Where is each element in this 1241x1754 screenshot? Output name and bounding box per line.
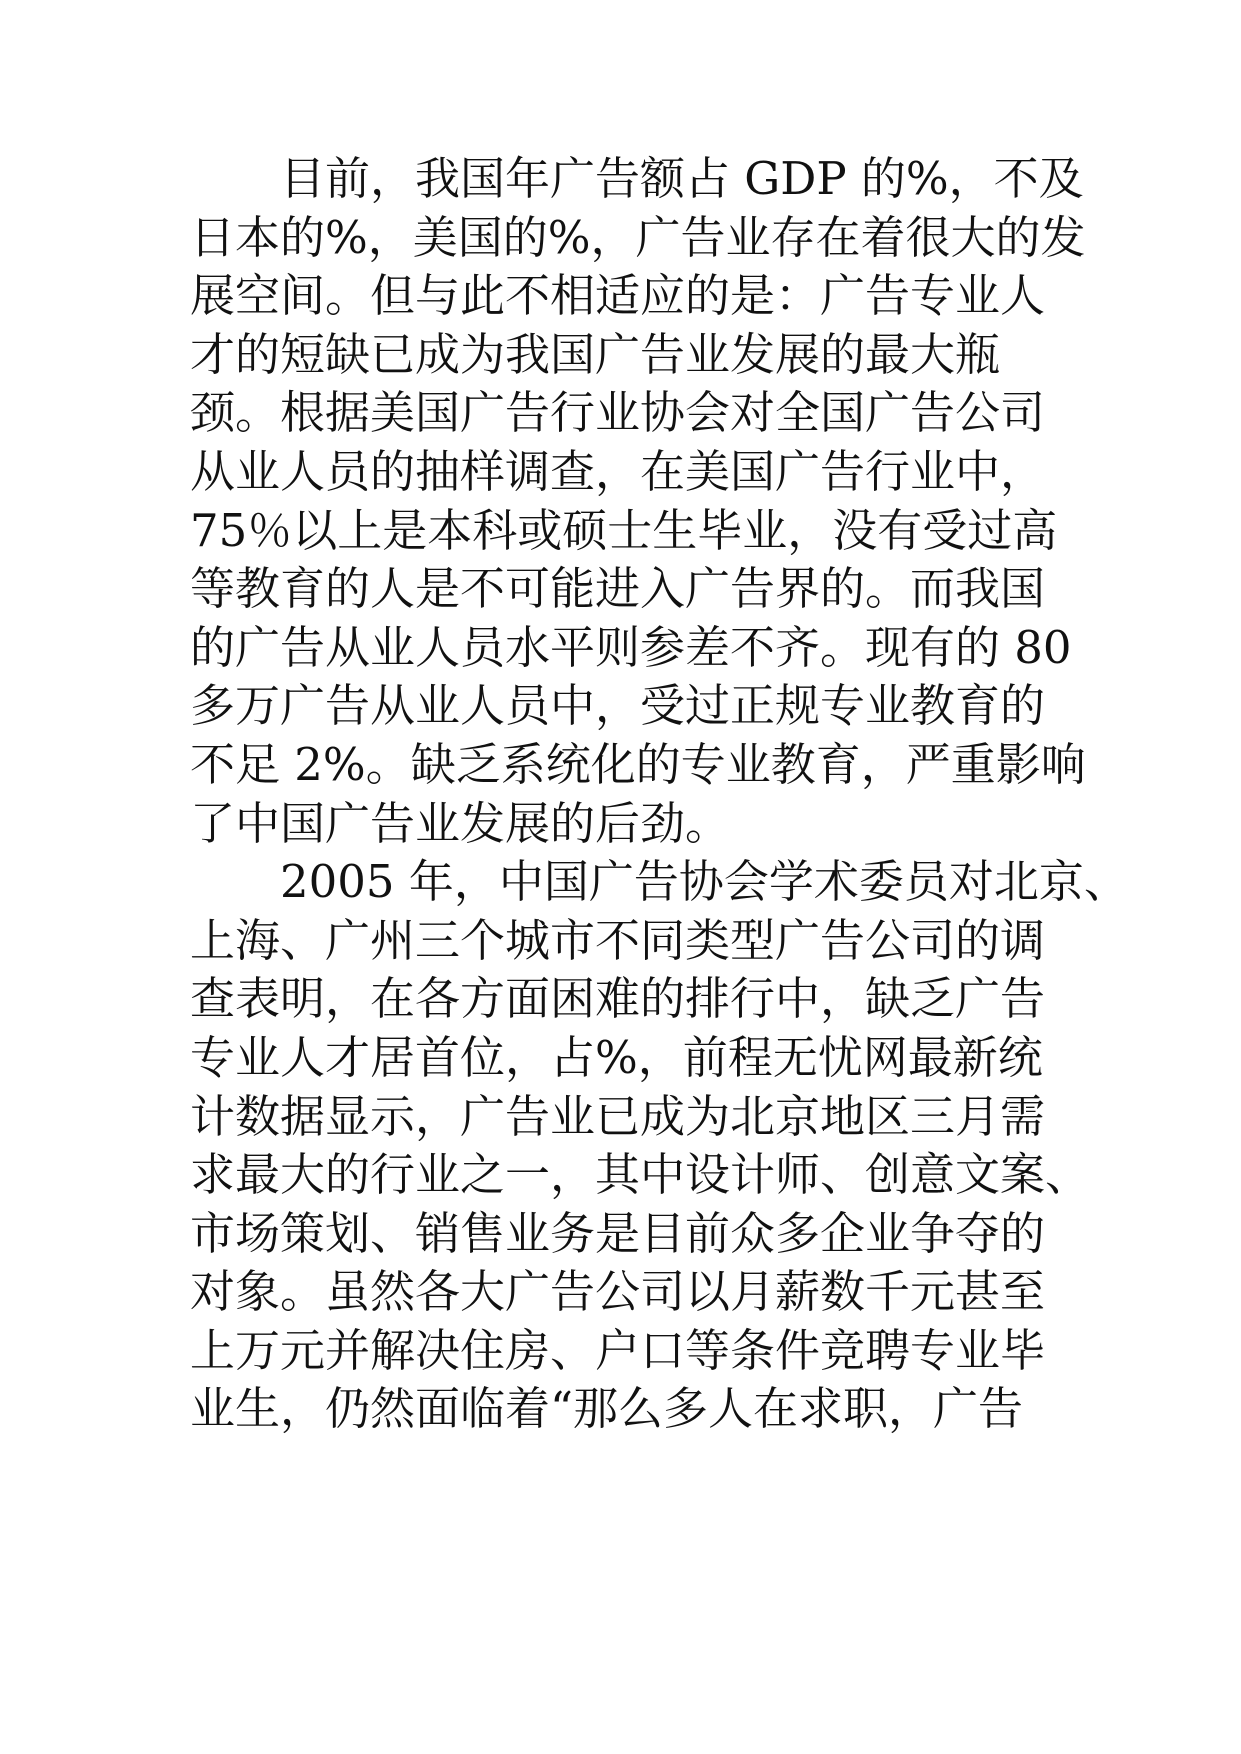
text-line: 才的短缺已成为我国广告业发展的最大瓶 (190, 327, 1001, 381)
text-line: 75％以上是本科或硕士生毕业，没有受过高 (190, 503, 1058, 557)
text-line: 求最大的行业之一，其中设计师、创意文案、 (190, 1148, 1091, 1202)
text-line: 计数据显示，广告业已成为北京地区三月需 (190, 1089, 1046, 1143)
text-line: 目前，我国年广告额占 GDP 的%，不及 (190, 152, 1084, 205)
text-line: 查表明，在各方面困难的排行中，缺乏广告 (190, 972, 1046, 1026)
body-text (190, 150, 1129, 1439)
text-line: 等教育的人是不可能进入广告界的。而我国 (190, 562, 1046, 616)
text-line: 从业人员的抽样调查，在美国广告行业中， (190, 444, 1046, 498)
text-line: 日本的%，美国的%，广告业存在着很大的发 (190, 210, 1086, 264)
text-line: 上万元并解决住房、户口等条件竞聘专业毕 (190, 1323, 1046, 1377)
text-line: 了中国广告业发展的后劲。 (190, 796, 731, 850)
text-line: 业生，仍然面临着“那么多人在求职，广告 (190, 1382, 1024, 1436)
text-line: 不足 2%。缺乏系统化的专业教育，严重影响 (190, 737, 1086, 791)
text-line: 多万广告从业人员中，受过正规专业教育的 (190, 679, 1046, 733)
text-line: 对象。虽然各大广告公司以月薪数千元甚至 (190, 1265, 1046, 1319)
text-line: 展空间。但与此不相适应的是：广告专业人 (190, 269, 1046, 323)
text-line: 颈。根据美国广告行业协会对全国广告公司 (190, 386, 1046, 440)
text-line: 的广告从业人员水平则参差不齐。现有的 80 (190, 620, 1072, 674)
text-line: 2005 年，中国广告协会学术委员对北京、 (190, 855, 1129, 909)
text-line: 专业人才居首位，占%，前程无忧网最新统 (190, 1030, 1043, 1084)
text-line: 上海、广州三个城市不同类型广告公司的调 (190, 913, 1046, 967)
text-line: 市场策划、销售业务是目前众多企业争夺的 (190, 1206, 1046, 1260)
